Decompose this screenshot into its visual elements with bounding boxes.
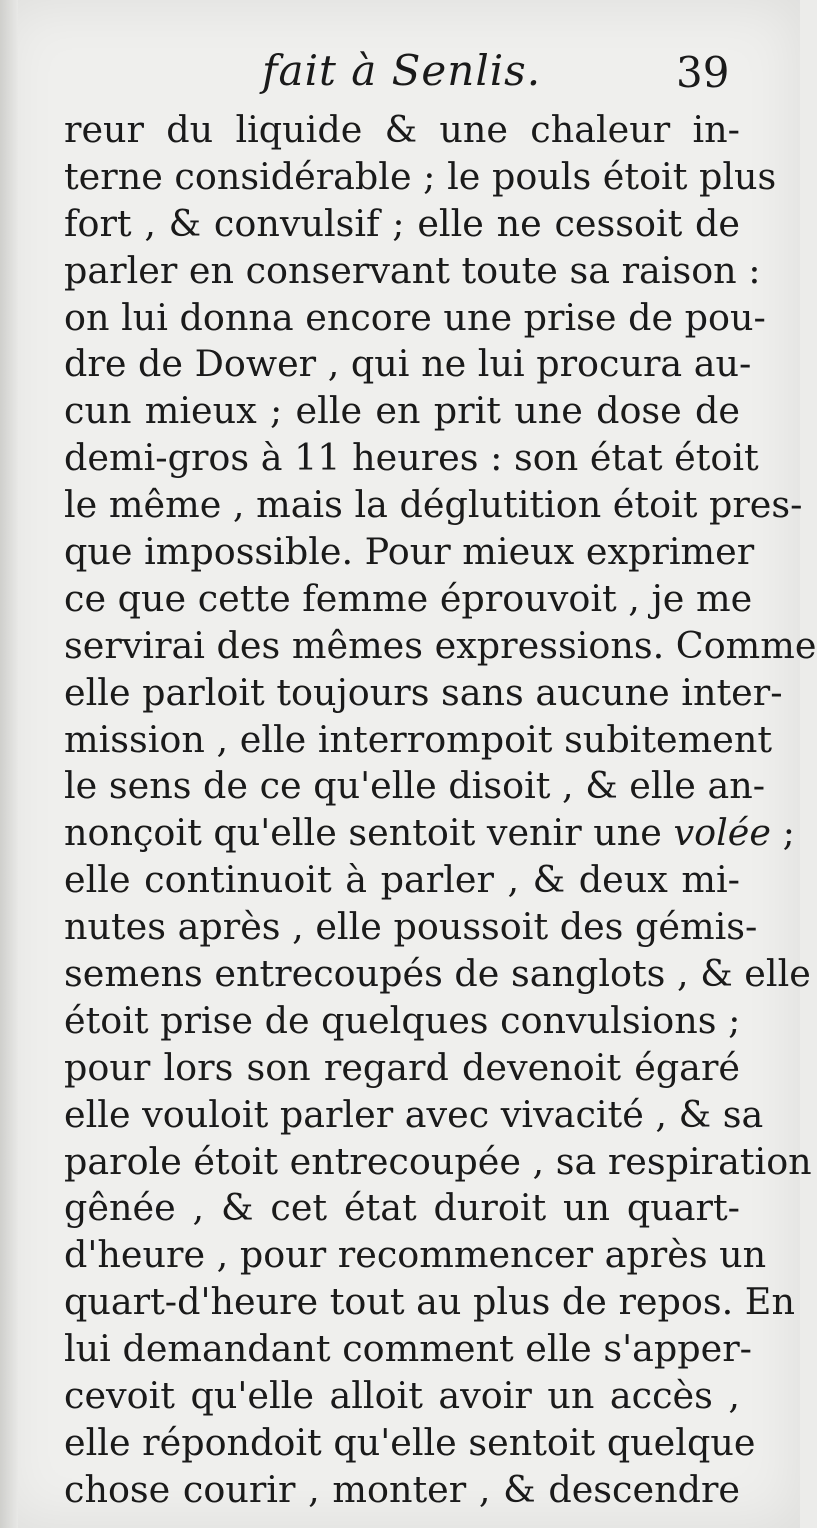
text-line: le même , mais la déglutition étoit pres- xyxy=(64,483,803,527)
text-line: nonçoit qu'elle sentoit venir une volée ; xyxy=(64,811,795,855)
text-line: parole étoit entrecoupée , sa respiration xyxy=(64,1139,812,1183)
text-line: elle parloit toujours sans aucune inter- xyxy=(64,670,783,714)
text-line: que impossible. Pour mieux exprimer xyxy=(64,530,755,574)
text-line: terne considérable ; le pouls étoit plus xyxy=(64,154,777,198)
body-text xyxy=(64,107,817,1514)
text-line: demi-gros à 11 heures : son état étoit xyxy=(64,436,759,480)
text-line: mission , elle interrompoit subitement xyxy=(64,717,773,761)
text-line: d'heure , pour recommencer après un xyxy=(64,1233,767,1277)
text-line: quart-d'heure tout au plus de repos. En xyxy=(64,1280,795,1324)
page-edge xyxy=(0,0,18,1528)
text-line: elle continuoit à parler , & deux mi- xyxy=(64,858,740,902)
text-line: dre de Dower , qui ne lui procura au- xyxy=(64,342,752,386)
text-line: fort , & convulsif ; elle ne cessoit de xyxy=(64,201,740,245)
text-line: ce que cette femme éprouvoit , je me xyxy=(64,576,753,620)
text-line: elle vouloit parler avec vivacité , & sa xyxy=(64,1092,764,1136)
page-header xyxy=(0,44,800,104)
text-line: cevoit qu'elle alloit avoir un accès , xyxy=(64,1374,740,1418)
text-line: le sens de ce qu'elle disoit , & elle an- xyxy=(64,764,766,808)
text-line: reur du liquide & une chaleur in- xyxy=(64,108,740,151)
running-title: fait à Senlis. xyxy=(262,46,542,95)
italic-word: volée xyxy=(673,811,771,855)
text-line: servirai des mêmes expressions. Comme xyxy=(64,623,817,667)
text-line: on lui donna encore une prise de pou- xyxy=(64,295,766,339)
text-line: parler en conservant toute sa raison : xyxy=(64,248,761,292)
text-line: lui demandant comment elle s'apper- xyxy=(64,1327,753,1371)
text-line: étoit prise de quelques convulsions ; xyxy=(64,998,741,1042)
text-line: semens entrecoupés de sanglots , & elle xyxy=(64,952,811,996)
text-line: elle répondoit qu'elle sentoit quelque xyxy=(64,1420,756,1464)
text-line: gênée , & cet état duroit un quart- xyxy=(64,1186,740,1230)
text-line: cun mieux ; elle en prit une dose de xyxy=(64,389,740,433)
text-line: pour lors son regard devenoit égaré xyxy=(64,1045,740,1089)
page-number: 39 xyxy=(676,48,730,97)
text-line: chose courir , monter , & descendre xyxy=(64,1467,740,1511)
text-line: nutes après , elle poussoit des gémis- xyxy=(64,905,758,949)
